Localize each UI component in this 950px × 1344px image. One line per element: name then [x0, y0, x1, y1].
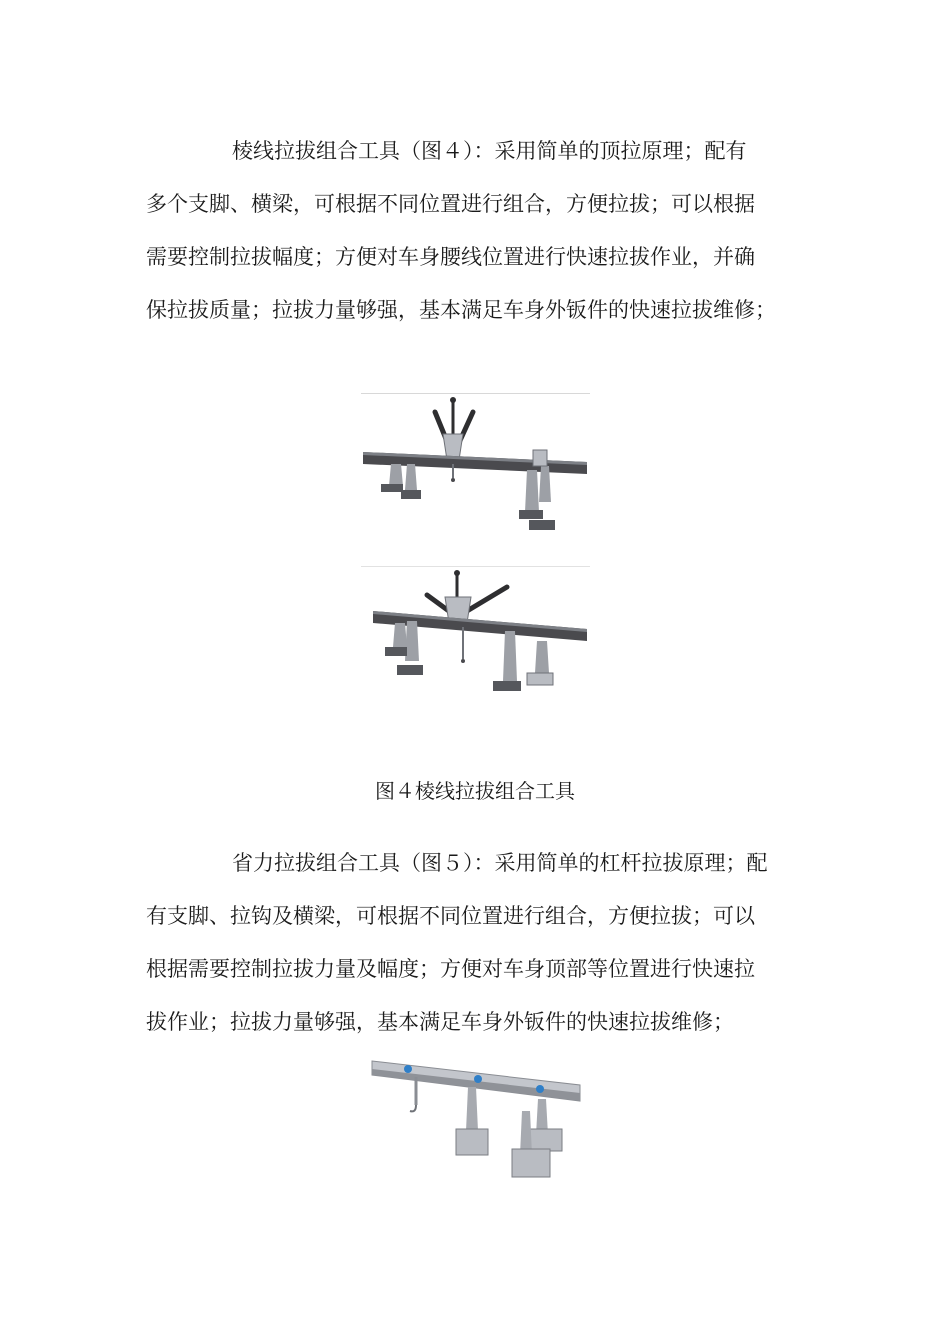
paragraph-line: 省力拉拔组合工具（图５）：采用简单的杠杆拉拔原理；配: [232, 851, 768, 875]
paragraph-effort-saving-tool: [146, 837, 806, 1049]
figure4-photo-a: [361, 393, 590, 542]
paragraph-line: 根据需要控制拉拔力量及幅度；方便对车身顶部等位置进行快速拉: [146, 957, 755, 981]
paragraph-line: 保拉拔质量；拉拔力量够强，基本满足车身外钣件的快速拉拔维修；: [146, 298, 776, 322]
paragraph-line: 拔作业；拉拔力量够强，基本满足车身外钣件的快速拉拔维修；: [146, 1010, 734, 1034]
figure4-photo-b: [361, 566, 590, 715]
figure5-photo: [368, 1055, 586, 1185]
paragraph-line: 需要控制拉拔幅度；方便对车身腰线位置进行快速拉拔作业，并确: [146, 245, 755, 269]
figure4-caption: 图４棱线拉拔组合工具: [375, 779, 575, 803]
paragraph-crease-line-tool: [146, 125, 806, 337]
paragraph-line: 有支脚、拉钩及横梁，可根据不同位置进行组合，方便拉拔；可以: [146, 904, 755, 928]
paragraph-line: 棱线拉拔组合工具（图４）：采用简单的顶拉原理；配有: [232, 139, 747, 163]
paragraph-line: 多个支脚、横梁，可根据不同位置进行组合，方便拉拔；可以根据: [146, 192, 755, 216]
